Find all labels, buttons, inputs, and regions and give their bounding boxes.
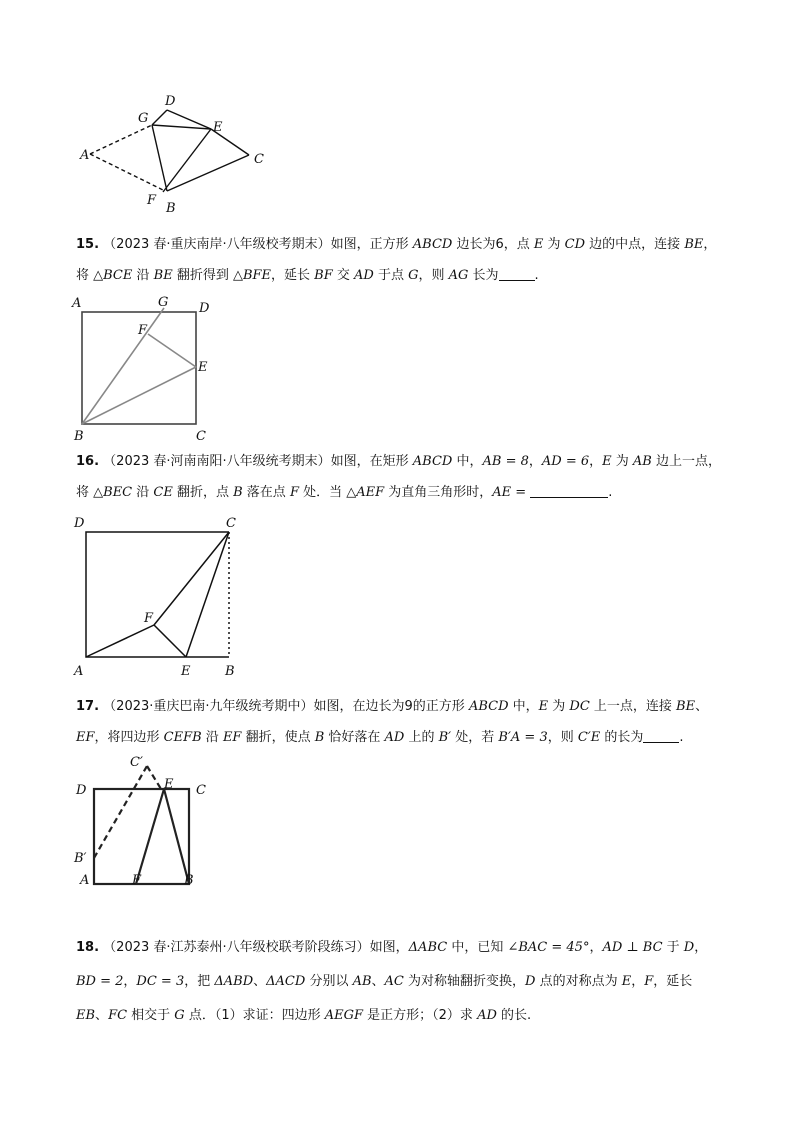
text: 落在点	[242, 485, 290, 500]
text: ，延长	[653, 974, 693, 989]
math: ΔABD	[214, 974, 254, 989]
text: 如图，在矩形	[330, 454, 413, 469]
label-e: E	[181, 664, 191, 679]
text: 为	[611, 454, 633, 469]
text: 上一点，连接	[589, 699, 677, 714]
label-g: G	[138, 111, 149, 126]
math: CE	[153, 485, 173, 500]
text: 、	[253, 974, 267, 989]
math: B′A = 3	[498, 730, 548, 745]
question-number: 16.	[76, 454, 100, 469]
label-c: C	[196, 429, 206, 444]
math: FC	[108, 1008, 128, 1023]
text: 、	[695, 699, 709, 714]
label-c: C	[196, 783, 206, 798]
math: BD = 2	[76, 974, 124, 989]
question-number: 15.	[76, 237, 100, 252]
math: BF	[314, 268, 333, 283]
text: ，	[631, 974, 645, 989]
math: ABCD	[412, 454, 453, 469]
text: .	[608, 485, 613, 500]
figure-q14	[60, 85, 290, 225]
text: 为	[548, 699, 570, 714]
text: ，延长	[271, 268, 315, 283]
math: E	[538, 699, 549, 714]
math: BE	[153, 268, 173, 283]
text: .	[534, 268, 539, 283]
math: G	[174, 1008, 185, 1023]
answer-blank[interactable]	[499, 266, 535, 281]
figure-q17	[60, 752, 230, 887]
math: △BEC	[93, 485, 133, 500]
text: 边长为6，点	[452, 237, 534, 252]
label-d: D	[199, 301, 210, 316]
math: F	[289, 485, 299, 500]
math: △AEF	[346, 485, 385, 500]
label-a: A	[74, 664, 84, 679]
q18-line-2	[76, 965, 726, 999]
q18-line-3	[76, 999, 726, 1033]
text: ，	[589, 940, 603, 955]
math: E	[533, 237, 544, 252]
math: ABCD	[468, 699, 509, 714]
label-f: F	[144, 611, 154, 626]
math: AD = 6	[541, 454, 590, 469]
text: 中，	[452, 454, 483, 469]
math: D	[525, 974, 536, 989]
question-15	[76, 229, 726, 291]
text: 上的	[404, 730, 439, 745]
label-d: D	[76, 783, 87, 798]
math: AE =	[492, 485, 527, 500]
math: BE	[684, 237, 704, 252]
text: 处，若	[451, 730, 499, 745]
text: 将	[76, 485, 94, 500]
figure-q16	[60, 508, 260, 683]
q18-line-1	[76, 931, 726, 965]
text: ，把	[184, 974, 215, 989]
text: ，则	[547, 730, 578, 745]
math: AEGF	[324, 1008, 364, 1023]
label-e: E	[164, 777, 174, 792]
math: ΔACD	[266, 974, 306, 989]
math: AD ⊥ BC	[602, 940, 663, 955]
label-d: D	[165, 94, 176, 109]
answer-blank[interactable]	[643, 728, 679, 743]
q15-line-2	[76, 260, 726, 291]
text: 沿	[201, 730, 223, 745]
text: 处．当	[298, 485, 347, 500]
text: 交	[332, 268, 354, 283]
figure-q15	[60, 290, 230, 450]
question-16	[76, 446, 726, 508]
math: △BCE	[93, 268, 133, 283]
label-b: B	[184, 873, 194, 888]
math: D	[683, 940, 695, 955]
text: 分别以	[305, 974, 353, 989]
math: EF	[222, 730, 242, 745]
math: ∠BAC = 45°	[507, 940, 590, 955]
label-d: D	[74, 516, 85, 531]
label-b: B	[166, 201, 176, 216]
math: AD	[354, 268, 374, 283]
math: AB	[632, 454, 652, 469]
text: 翻折，使点	[241, 730, 315, 745]
text: 中，	[508, 699, 539, 714]
q16-line-1	[76, 446, 726, 477]
math: BE	[676, 699, 696, 714]
math: EF	[76, 730, 95, 745]
text: ，将四边形	[94, 730, 164, 745]
q17-line-2	[76, 722, 726, 753]
label-b-prime: B′	[74, 851, 87, 866]
text: 翻折得到	[172, 268, 233, 283]
question-number: 18.	[76, 940, 100, 955]
label-a: A	[72, 296, 82, 311]
label-c-prime: C′	[130, 755, 143, 770]
text: 于点	[373, 268, 409, 283]
text: ，	[589, 454, 603, 469]
label-a: A	[80, 873, 90, 888]
text: 、	[371, 974, 385, 989]
text: 如图，	[369, 940, 409, 955]
question-18	[76, 931, 726, 1033]
math: AB	[352, 974, 372, 989]
label-g: G	[158, 295, 169, 310]
text: 相交于	[127, 1008, 175, 1023]
text: 为	[543, 237, 565, 252]
text: .	[679, 730, 684, 745]
text: 沿	[132, 268, 154, 283]
q16-line-2	[76, 477, 726, 508]
text: 、	[95, 1008, 109, 1023]
math: ΔABC	[408, 940, 448, 955]
text: 为对称轴翻折变换，	[403, 974, 526, 989]
text: 翻折，点	[172, 485, 234, 500]
math: AC	[384, 974, 404, 989]
text: 点的对称点为	[535, 974, 622, 989]
question-source: （2023 春·江苏泰州·八年级校联考阶段练习）	[103, 940, 370, 955]
label-e: E	[198, 360, 208, 375]
math: AD	[384, 730, 405, 745]
text: 边上一点，	[651, 454, 722, 469]
text: ，	[703, 237, 717, 252]
math: E	[621, 974, 632, 989]
math: C′E	[577, 730, 601, 745]
text: 的长为	[600, 730, 644, 745]
text: 的长.	[496, 1008, 532, 1023]
question-source: （2023 春·重庆南岸·八年级校考期末）	[103, 237, 331, 252]
text: 如图，在边长为9的正方形	[313, 699, 469, 714]
math: AG	[448, 268, 469, 283]
text: 于	[662, 940, 684, 955]
question-17	[76, 691, 726, 753]
text: 恰好落在	[324, 730, 385, 745]
text: 中，已知	[447, 940, 508, 955]
label-a: A	[80, 148, 90, 163]
math: ABCD	[412, 237, 453, 252]
math: B′	[438, 730, 452, 745]
label-b: B	[225, 664, 235, 679]
text: ，	[528, 454, 542, 469]
math: G	[408, 268, 419, 283]
text: 沿	[132, 485, 154, 500]
question-source: （2023 春·河南南阳·八年级统考期末）	[103, 454, 331, 469]
text: 将	[76, 268, 94, 283]
math: DC = 3	[136, 974, 185, 989]
text: ，	[694, 940, 708, 955]
question-source: （2023·重庆巴南·九年级统考期中）	[103, 699, 314, 714]
text: 如图，正方形	[330, 237, 413, 252]
math: CD	[564, 237, 586, 252]
label-f: F	[138, 323, 148, 338]
text: ，	[123, 974, 137, 989]
text: 边的中点，连接	[585, 237, 685, 252]
answer-blank[interactable]	[530, 483, 608, 498]
text: 点．（1）求证：四边形	[184, 1008, 325, 1023]
q17-line-1	[76, 691, 726, 722]
math: B	[314, 730, 325, 745]
math: E	[602, 454, 612, 469]
question-number: 17.	[76, 699, 100, 714]
math: F	[644, 974, 654, 989]
math: △BFE	[232, 268, 272, 283]
text: 长为	[468, 268, 499, 283]
label-f: F	[132, 873, 142, 888]
label-c: C	[226, 516, 236, 531]
label-b: B	[74, 429, 84, 444]
label-f: F	[147, 193, 157, 208]
math: AB = 8	[482, 454, 529, 469]
text: 是正方形；（2）求	[363, 1008, 478, 1023]
label-e: E	[213, 120, 223, 135]
math: B	[233, 485, 243, 500]
math: EB	[76, 1008, 96, 1023]
math: DC	[569, 699, 590, 714]
label-c: C	[254, 152, 264, 167]
math: CEFB	[163, 730, 202, 745]
q15-line-1	[76, 229, 726, 260]
text: ，则	[418, 268, 449, 283]
math: AD	[477, 1008, 497, 1023]
text: 为直角三角形时，	[384, 485, 493, 500]
